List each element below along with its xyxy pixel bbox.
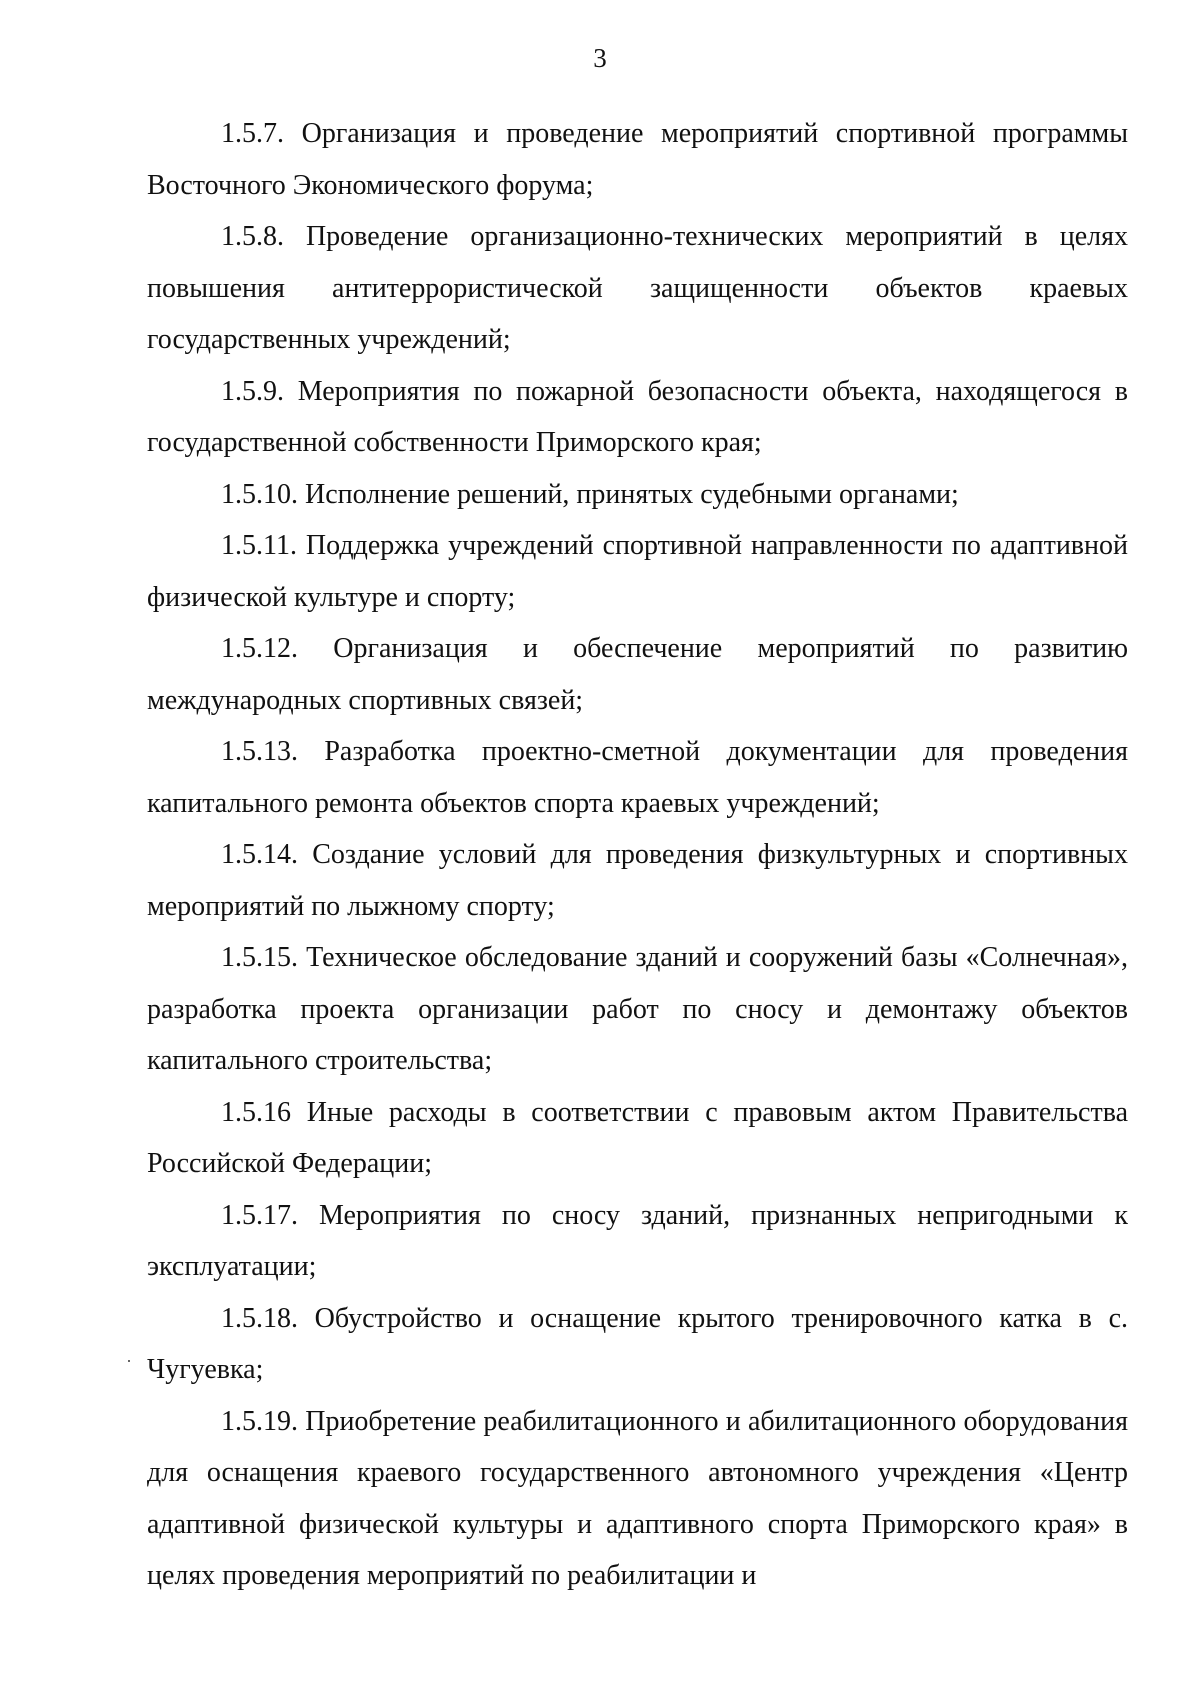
paragraph-1-5-7: 1.5.7. Организация и проведение мероприятий спортивной программы Восточного Экономического форума; <box>147 118 1128 201</box>
paragraph-1-5-12: 1.5.12. Организация и обеспечение мероприятий по развитию международных спортивных связей; <box>147 633 1128 716</box>
paragraph-1-5-8: 1.5.8. Проведение организационно-технических мероприятий в целях повышения антитеррористической защищенности объектов краевых государственных учреждений; <box>147 221 1128 355</box>
paragraph-1-5-18: 1.5.18. Обустройство и оснащение крытого тренировочного катка в с. Чугуевка; <box>147 1302 1128 1385</box>
paragraph-1-5-9: 1.5.9. Мероприятия по пожарной безопасности объекта, находящегося в государственной собственности Приморского края; <box>147 375 1128 458</box>
document-body <box>147 108 1128 1602</box>
paragraph-1-5-10: 1.5.10. Исполнение решений, принятых судебными органами; <box>221 478 959 510</box>
paragraph-1-5-13: 1.5.13. Разработка проектно-сметной документации для проведения капитального ремонта объектов спорта краевых учреждений; <box>147 736 1128 819</box>
paragraph-1-5-14: 1.5.14. Создание условий для проведения физкультурных и спортивных мероприятий по лыжному спорту; <box>147 839 1128 922</box>
paragraph-1-5-16: 1.5.16 Иные расходы в соответствии с правовым актом Правительства Российской Федерации; <box>147 1096 1128 1179</box>
scan-artifact-dot <box>128 1360 130 1362</box>
paragraph-1-5-17: 1.5.17. Мероприятия по сносу зданий, признанных непригодными к эксплуатации; <box>147 1199 1128 1282</box>
paragraph-1-5-19: 1.5.19. Приобретение реабилитационного и абилитационного оборудования для оснащения краевого государственного автономного учреждения «Центр адаптивной физической культуры и адаптивного спорта Приморского края» в целях проведения мероприятий по реабилитации и <box>147 1405 1128 1591</box>
paragraph-1-5-15: 1.5.15. Техническое обследование зданий и сооружений базы «Солнечная», разработка проекта организации работ по сносу и демонтажу объектов капитального строительства; <box>147 942 1128 1076</box>
page-number: 3 <box>593 43 607 73</box>
paragraph-1-5-11: 1.5.11. Поддержка учреждений спортивной направленности по адаптивной физической культуре и спорту; <box>147 530 1128 613</box>
